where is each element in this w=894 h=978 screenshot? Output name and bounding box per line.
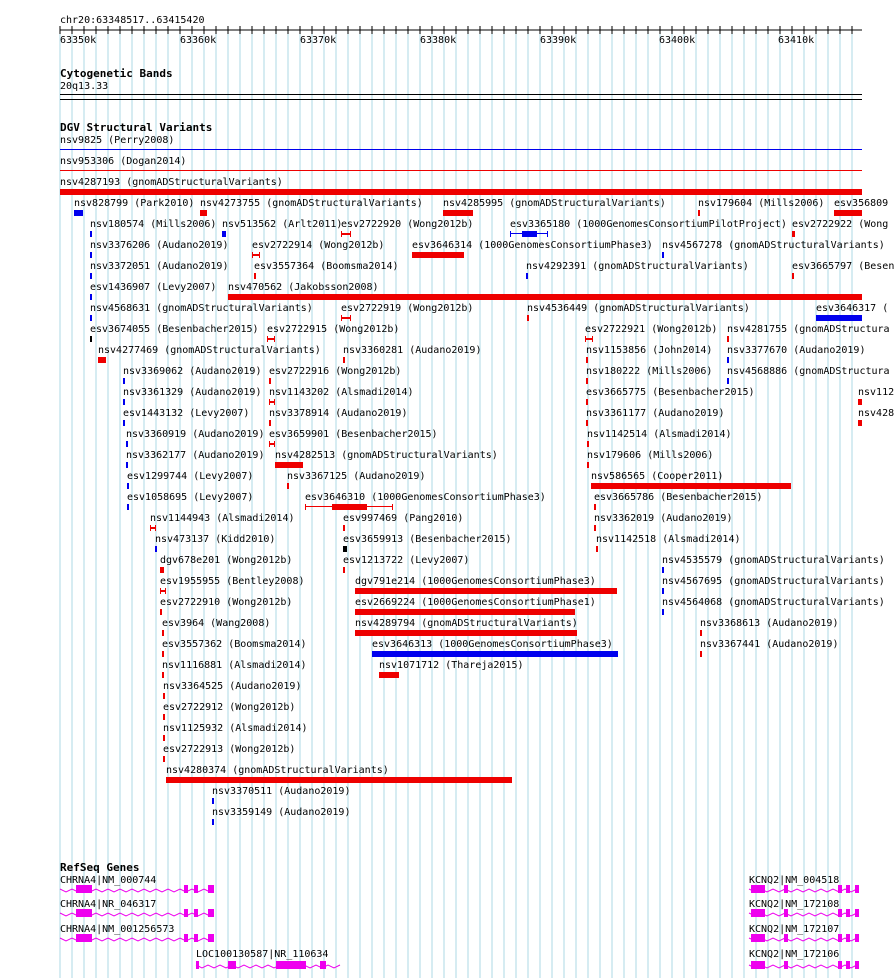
dgv-feature-label: nsv4281755 (gnomADStructura — [727, 324, 890, 335]
dgv-feature-label: nsv4287193 (gnomADStructuralVariants) — [60, 177, 283, 188]
dgv-feature-label: esv2722910 (Wong2012b) — [160, 597, 293, 608]
dgv-feature-label: nsv3360281 (Audano2019) — [343, 345, 482, 356]
dgv-feature-label: esv2722919 (Wong2012b) — [341, 303, 474, 314]
dgv-feature-label: esv3665775 (Besenbacher2015) — [586, 387, 755, 398]
dgv-feature-label: nsv513562 (Arlt2011) — [222, 219, 343, 230]
dgv-feature-label: nsv9825 (Perry2008) — [60, 135, 175, 146]
refseq-exon — [855, 961, 859, 969]
dgv-feature-label: nsv1153856 (John2014) — [586, 345, 713, 356]
dgv-feature-label: nsv3372051 (Audano2019) — [90, 261, 229, 272]
dgv-feature-label: nsv180222 (Mills2006) — [586, 366, 713, 377]
dgv-feature-label: nsv3361177 (Audano2019) — [586, 408, 725, 419]
refseq-exon — [196, 961, 199, 969]
dgv-feature-label: nsv470562 (Jakobsson2008) — [228, 282, 379, 293]
refseq-exon — [76, 934, 92, 942]
dgv-feature-label: esv2722915 (Wong2012b) — [267, 324, 400, 335]
dgv-feature-label: nsv1116881 (Alsmadi2014) — [162, 660, 307, 671]
refseq-gene-model — [749, 885, 859, 893]
dgv-feature-label: esv3665786 (Besenbacher2015) — [594, 492, 763, 503]
ruler-tick-label: 63370k — [300, 35, 337, 46]
dgv-feature-label: esv3665797 (Besen — [792, 261, 894, 272]
dgv-feature-label: esv1443132 (Levy2007) — [123, 408, 250, 419]
dgv-feature-label: esv2722913 (Wong2012b) — [163, 744, 296, 755]
refseq-exon — [76, 885, 92, 893]
refseq-gene-label: LOC100130587|NR_110634 — [196, 949, 329, 960]
refseq-exon — [320, 961, 326, 969]
refseq-exon — [846, 909, 850, 917]
dgv-feature-label: esv1058695 (Levy2007) — [127, 492, 254, 503]
dgv-feature-label: esv3557362 (Boomsma2014) — [162, 639, 307, 650]
refseq-gene-model — [60, 934, 214, 942]
dgv-feature-label: nsv4568631 (gnomADStructuralVariants) — [90, 303, 313, 314]
dgv-feature-label: nsv4535579 (gnomADStructuralVariants) — [662, 555, 885, 566]
dgv-feature-label: esv3646314 (1000GenomesConsortiumPhase3) — [412, 240, 653, 251]
dgv-feature-label: nsv3376206 (Audano2019) — [90, 240, 229, 251]
dgv-feature-label: nsv4567695 (gnomADStructuralVariants) — [662, 576, 885, 587]
refseq-exon — [184, 885, 188, 893]
refseq-gene-model — [60, 885, 214, 893]
dgv-feature-label: nsv1125932 (Alsmadi2014) — [163, 723, 308, 734]
dgv-feature-label: esv2722922 (Wong — [792, 219, 889, 230]
refseq-exon — [194, 885, 198, 893]
dgv-feature-label: nsv428 — [858, 408, 894, 419]
ruler-tick-label: 63360k — [180, 35, 217, 46]
refseq-exon — [784, 909, 788, 917]
dgv-feature-label: nsv179604 (Mills2006) — [698, 198, 825, 209]
refseq-exon — [194, 934, 198, 942]
dgv-feature-label: esv3659901 (Besenbacher2015) — [269, 429, 438, 440]
refseq-gene-label: CHRNA4|NM_001256573 — [60, 924, 175, 935]
refseq-exon — [228, 961, 236, 969]
refseq-exon — [751, 885, 765, 893]
dgv-feature-label: nsv4277469 (gnomADStructuralVariants) — [98, 345, 321, 356]
refseq-exon — [751, 909, 765, 917]
refseq-track-title: RefSeq Genes — [60, 861, 140, 874]
ruler-tick-label: 63410k — [778, 35, 815, 46]
dgv-feature-label: nsv3361329 (Audano2019) — [123, 387, 262, 398]
refseq-exon — [208, 885, 214, 893]
dgv-feature-label: nsv1143202 (Alsmadi2014) — [269, 387, 414, 398]
dgv-feature-label: nsv1071712 (Thareja2015) — [379, 660, 524, 671]
dgv-feature-label: nsv1144943 (Alsmadi2014) — [150, 513, 295, 524]
refseq-gene-label: KCNQ2|NM_172107 — [749, 924, 840, 935]
dgv-feature-label: nsv4282513 (gnomADStructuralVariants) — [275, 450, 498, 461]
refseq-exon — [194, 909, 198, 917]
refseq-exon — [184, 934, 188, 942]
dgv-feature-label: nsv3370511 (Audano2019) — [212, 786, 351, 797]
dgv-feature-label: esv2722914 (Wong2012b) — [252, 240, 385, 251]
dgv-feature-label: nsv3367125 (Audano2019) — [287, 471, 426, 482]
cytoband-track-title: Cytogenetic Bands — [60, 67, 173, 80]
refseq-exon — [855, 934, 859, 942]
dgv-feature-label: nsv4564068 (gnomADStructuralVariants) — [662, 597, 885, 608]
dgv-feature-label: nsv1142514 (Alsmadi2014) — [587, 429, 732, 440]
dgv-feature-label: nsv4292391 (gnomADStructuralVariants) — [526, 261, 749, 272]
dgv-feature-label: esv2722916 (Wong2012b) — [269, 366, 402, 377]
dgv-feature-label: nsv4280374 (gnomADStructuralVariants) — [166, 765, 389, 776]
dgv-feature-label: nsv3367441 (Audano2019) — [700, 639, 839, 650]
dgv-feature-label: nsv4536449 (gnomADStructuralVariants) — [527, 303, 750, 314]
dgv-feature-label: nsv953306 (Dogan2014) — [60, 156, 187, 167]
dgv-feature-label: esv3659913 (Besenbacher2015) — [343, 534, 512, 545]
dgv-feature-label: nsv3368613 (Audano2019) — [700, 618, 839, 629]
refseq-gene-label: CHRNA4|NM_000744 — [60, 875, 157, 886]
ruler-tick-label: 63350k — [60, 35, 97, 46]
dgv-feature-label: nsv112 — [858, 387, 894, 398]
refseq-gene-model — [60, 909, 214, 917]
dgv-feature-label: nsv586565 (Cooper2011) — [591, 471, 724, 482]
dgv-feature-label: nsv180574 (Mills2006) — [90, 219, 217, 230]
refseq-exon — [184, 909, 188, 917]
refseq-exon — [838, 961, 842, 969]
dgv-feature-label: nsv4568886 (gnomADStructura — [727, 366, 890, 377]
refseq-gene-model — [749, 934, 859, 942]
dgv-feature-label: nsv828799 (Park2010) — [74, 198, 195, 209]
refseq-exon — [855, 909, 859, 917]
dgv-feature-label: esv1955955 (Bentley2008) — [160, 576, 305, 587]
dgv-feature-label: nsv3369062 (Audano2019) — [123, 366, 262, 377]
dgv-feature-label: nsv3360919 (Audano2019) — [126, 429, 265, 440]
refseq-exon — [846, 934, 850, 942]
dgv-feature-label: esv2669224 (1000GenomesConsortiumPhase1) — [355, 597, 596, 608]
dgv-feature-label: esv3365180 (1000GenomesConsortiumPilotProject) — [510, 219, 787, 230]
refseq-exon — [208, 909, 214, 917]
dgv-feature-label: nsv4567278 (gnomADStructuralVariants) — [662, 240, 885, 251]
dgv-feature-label: nsv4273755 (gnomADStructuralVariants) — [200, 198, 423, 209]
dgv-feature-label: esv3674055 (Besenbacher2015) — [90, 324, 259, 335]
dgv-feature-label: nsv3359149 (Audano2019) — [212, 807, 351, 818]
refseq-gene-model — [749, 909, 859, 917]
dgv-feature-label: nsv473137 (Kidd2010) — [155, 534, 276, 545]
refseq-exon — [838, 934, 842, 942]
dgv-feature-label: nsv3362177 (Audano2019) — [126, 450, 265, 461]
refseq-exon — [838, 909, 842, 917]
refseq-gene-model — [749, 961, 859, 969]
dgv-feature-label: nsv4285995 (gnomADStructuralVariants) — [443, 198, 666, 209]
dgv-feature-label: dgv791e214 (1000GenomesConsortiumPhase3) — [355, 576, 596, 587]
refseq-exon — [751, 934, 765, 942]
refseq-exon — [751, 961, 765, 969]
dgv-feature-label: esv3646310 (1000GenomesConsortiumPhase3) — [305, 492, 546, 503]
dgv-feature-label: esv2722921 (Wong2012b) — [585, 324, 718, 335]
refseq-exon — [208, 934, 214, 942]
refseq-exon — [784, 885, 788, 893]
refseq-gene-model — [196, 961, 340, 969]
cytoband-label: 20q13.33 — [60, 81, 109, 92]
refseq-gene-label: KCNQ2|NM_172108 — [749, 899, 840, 910]
refseq-gene-label: KCNQ2|NM_172106 — [749, 949, 840, 960]
dgv-feature-label: nsv3378914 (Audano2019) — [269, 408, 408, 419]
dgv-feature-label: esv3964 (Wang2008) — [162, 618, 271, 629]
dgv-feature-label: nsv179606 (Mills2006) — [587, 450, 714, 461]
refseq-exon — [784, 934, 788, 942]
dgv-feature-label: nsv3364525 (Audano2019) — [163, 681, 302, 692]
refseq-exon — [784, 961, 788, 969]
refseq-exon — [846, 885, 850, 893]
refseq-exon — [838, 885, 842, 893]
dgv-feature-label: esv3646317 ( — [816, 303, 889, 314]
dgv-feature-label: esv2722912 (Wong2012b) — [163, 702, 296, 713]
refseq-exon — [855, 885, 859, 893]
refseq-exon — [276, 961, 306, 969]
refseq-exon — [76, 909, 92, 917]
refseq-gene-label: CHRNA4|NR_046317 — [60, 899, 157, 910]
dgv-feature-label: esv1436907 (Levy2007) — [90, 282, 217, 293]
dgv-feature-label: esv997469 (Pang2010) — [343, 513, 464, 524]
dgv-feature-label: esv3557364 (Boomsma2014) — [254, 261, 399, 272]
dgv-track-title: DGV Structural Variants — [60, 121, 213, 134]
position-label: chr20:63348517..63415420 — [60, 15, 205, 26]
dgv-feature-label: nsv4289794 (gnomADStructuralVariants) — [355, 618, 578, 629]
dgv-feature-label: nsv1142518 (Alsmadi2014) — [596, 534, 741, 545]
ruler-tick-label: 63380k — [420, 35, 457, 46]
dgv-feature-label: nsv3362019 (Audano2019) — [594, 513, 733, 524]
dgv-feature-label: esv356809 — [834, 198, 889, 209]
dgv-feature-label: esv3646313 (1000GenomesConsortiumPhase3) — [372, 639, 613, 650]
dgv-feature-label: esv1299744 (Levy2007) — [127, 471, 254, 482]
dgv-feature-label: nsv3377670 (Audano2019) — [727, 345, 866, 356]
dgv-feature-label: dgv678e201 (Wong2012b) — [160, 555, 293, 566]
ruler-tick-label: 63390k — [540, 35, 577, 46]
ruler-tick-label: 63400k — [659, 35, 696, 46]
dgv-feature-label: esv2722920 (Wong2012b) — [341, 219, 474, 230]
dgv-feature-label: esv1213722 (Levy2007) — [343, 555, 470, 566]
refseq-exon — [846, 961, 850, 969]
refseq-gene-label: KCNQ2|NM_004518 — [749, 875, 840, 886]
